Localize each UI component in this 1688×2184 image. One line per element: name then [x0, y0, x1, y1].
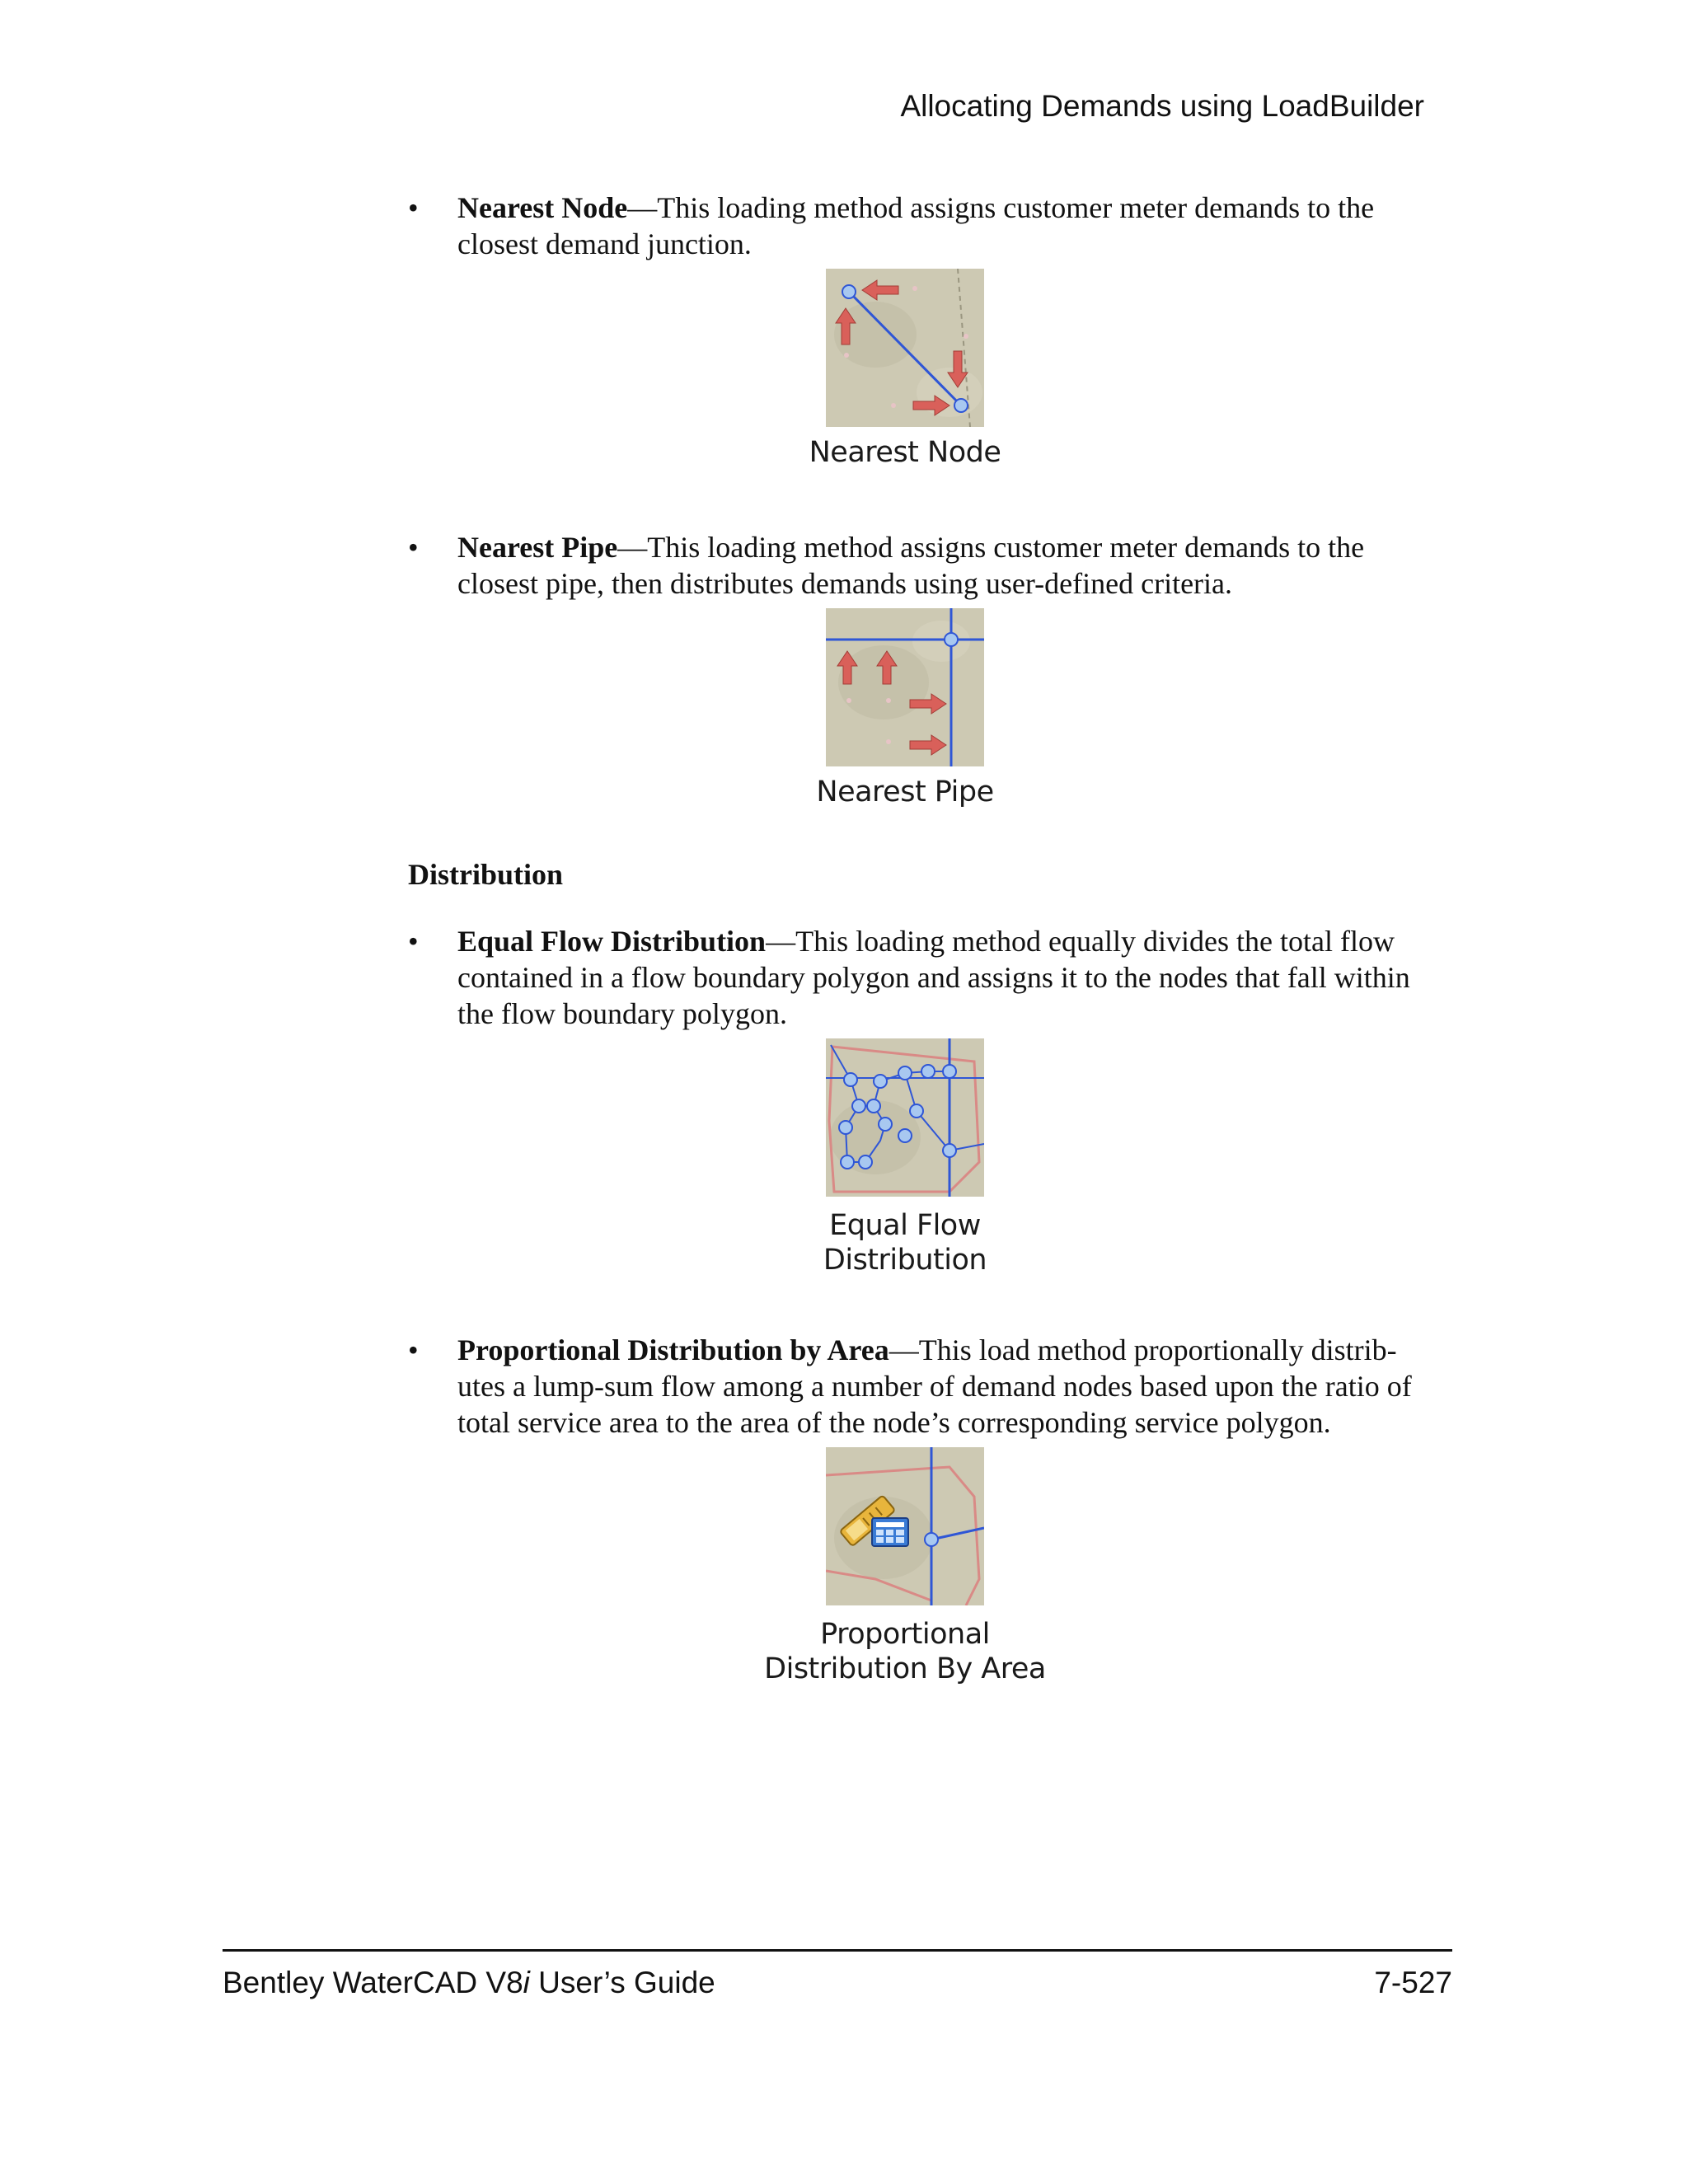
- icon-caption: [709, 435, 1101, 470]
- icon-caption-line: Equal Flow: [829, 1209, 981, 1242]
- equal-flow-distribution-icon: [826, 1038, 984, 1197]
- footer-guide-title-italic: i: [523, 1966, 530, 1999]
- icon-caption: [709, 1617, 1101, 1686]
- item-term: Equal Flow Distribution: [457, 925, 767, 958]
- item-description: —This load method proportionally distrib- utes a lump-sum flow among a number of demand nodes based upon the ratio of total service area to the area of the node’s corresponding service polygon.: [457, 1333, 1412, 1439]
- item-description: —This loading method assigns customer meter demands to the closest demand junction.: [457, 191, 1375, 260]
- footer-rule: [223, 1949, 1452, 1952]
- list-item-text: [457, 529, 1447, 602]
- item-description: —This loading method assigns customer meter demands to the closest pipe, then distributes demands using user-defined criteria.: [457, 531, 1365, 600]
- bullet: •: [408, 925, 419, 958]
- icon-caption-line: Distribution: [823, 1244, 987, 1277]
- icon-caption-line: Nearest Pipe: [816, 776, 994, 808]
- icon-caption: [709, 1208, 1101, 1277]
- proportional-distribution-icon: [826, 1447, 984, 1605]
- footer-guide-title-part: Bentley WaterCAD V8: [223, 1966, 523, 1999]
- icon-caption-line: Proportional: [820, 1618, 990, 1651]
- bullet: •: [408, 1333, 419, 1366]
- icon-caption-line: Nearest Node: [809, 436, 1001, 469]
- nearest-pipe-icon: [826, 608, 984, 766]
- bullet: •: [408, 531, 419, 564]
- bullet: •: [408, 191, 419, 224]
- icon-caption-line: Distribution By Area: [764, 1652, 1046, 1685]
- list-item-text: [457, 190, 1447, 262]
- section-heading: Distribution: [408, 858, 564, 891]
- item-term: Proportional Distribution by Area: [457, 1333, 889, 1366]
- nearest-node-icon: [826, 269, 984, 427]
- icon-caption: [709, 775, 1101, 809]
- item-term: Nearest Pipe: [457, 531, 618, 564]
- running-header: Allocating Demands using LoadBuilder: [900, 89, 1424, 123]
- list-item-text: [457, 1332, 1447, 1441]
- list-item-text: [457, 923, 1447, 1032]
- item-description: —This loading method equally divides the total flow contained in a flow boundary polygon and assigns it to the nodes that fall within the flow boundary polygon.: [457, 925, 1410, 1030]
- page-number: 7-527: [1374, 1966, 1452, 1999]
- item-term: Nearest Node: [457, 191, 628, 224]
- footer-guide-title-part: User’s Guide: [529, 1966, 715, 1999]
- footer-guide-title: [223, 1966, 715, 2000]
